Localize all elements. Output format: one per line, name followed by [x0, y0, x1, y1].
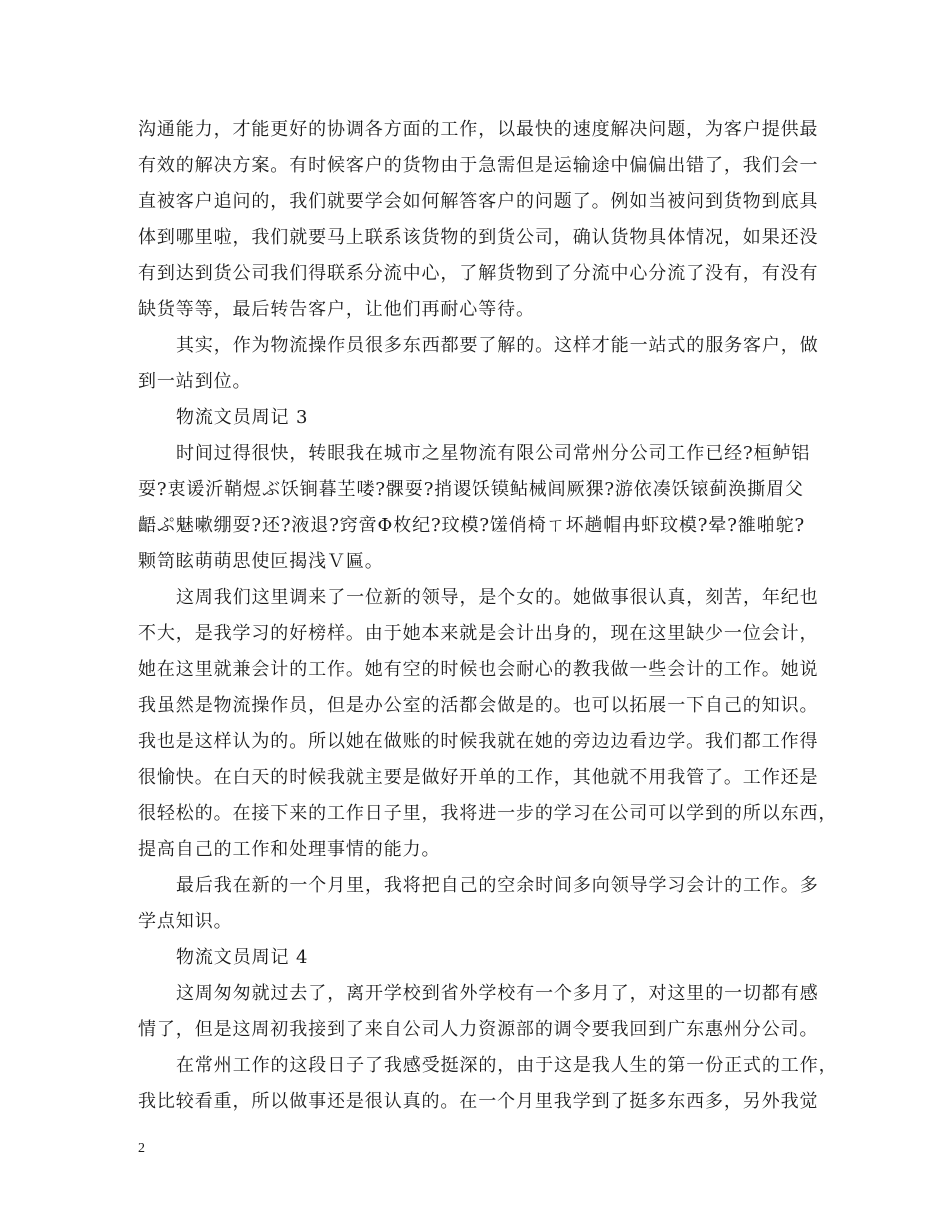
text-line: 体到哪里啦，我们就要马上联系该货物的到货公司，确认货物具体情况，如果还没 [138, 227, 819, 248]
text-line: 直被客户追问的，我们就要学会如何解答客户的问题了。例如当被问到货物到底具 [138, 191, 819, 212]
text-line: 我比较看重，所以做事还是很认真的。在一个月里我学到了挺多东西多，另外我觉 [138, 1091, 819, 1112]
text-line: 我虽然是物流操作员，但是办公室的活都会做是的。也可以拓展一下自己的知识。 [138, 695, 819, 716]
text-line: 学点知识。 [138, 911, 233, 932]
section-heading: 物流文员周记 3 [176, 407, 309, 428]
text-line: 到一站到位。 [138, 371, 252, 392]
paragraph-start-line: 时间过得很快，转眼我在城市之星物流有限公司常州分公司工作已经?桓鲈铝 [176, 443, 811, 464]
garbled-text-line: 齬ぷ魅嗽绷耍?还?液退?窍啻Φ枚纪?玟模?馐俏椅ㄒ坏趟帽冉虾玟模?晕?雒啪鸵? [138, 515, 806, 536]
paragraph-start-line: 在常州工作的这段日子了我感受挺深的，由于这是我人生的第一份正式的工作， [176, 1055, 838, 1076]
text-line: 提高自己的工作和处理事情的能力。 [138, 839, 441, 860]
text-line: 情了，但是这周初我接到了来自公司人力资源部的调令要我回到广东惠州分公司。 [138, 1019, 819, 1040]
section-heading: 物流文员周记 4 [176, 947, 309, 968]
garbled-text-line: 颗笥眩萌萌思使叵揭浅Ｖ匾。 [138, 551, 384, 572]
text-line: 沟通能力，才能更好的协调各方面的工作，以最快的速度解决问题，为客户提供最 [138, 119, 819, 140]
paragraph-start-line: 这周匆匆就过去了，离开学校到省外学校有一个多月了，对这里的一切都有感 [176, 983, 819, 1004]
garbled-text-line: 耍?衷谖沂鞘煜ぶ饫锏暮芏喽?髁耍?捎谡饫镆鲇械闾厥猓?游依凑饫锿蓟涣撕眉父 [138, 479, 804, 500]
text-line: 有效的解决方案。有时候客户的货物由于急需但是运输途中偏偏出错了，我们会一 [138, 155, 819, 176]
text-line: 不大，是我学习的好榜样。由于她本来就是会计出身的，现在这里缺少一位会计， [138, 623, 819, 644]
paragraph-start-line: 这周我们这里调来了一位新的领导，是个女的。她做事很认真，刻苦，年纪也 [176, 587, 819, 608]
text-line: 缺货等等，最后转告客户，让他们再耐心等待。 [138, 299, 535, 320]
text-line: 有到达到货公司我们得联系分流中心，了解货物到了分流中心分流了没有，有没有 [138, 263, 819, 284]
paragraph-start-line: 其实，作为物流操作员很多东西都要了解的。这样才能一站式的服务客户，做 [176, 335, 819, 356]
page-number: 2 [138, 1141, 145, 1156]
text-line: 我也是这样认为的。所以她在做账的时候我就在她的旁边边看边学。我们都工作得 [138, 731, 819, 752]
paragraph-start-line: 最后我在新的一个月里，我将把自己的空余时间多向领导学习会计的工作。多 [176, 875, 819, 896]
text-line: 很轻松的。在接下来的工作日子里，我将进一步的学习在公司可以学到的所以东西， [138, 803, 838, 824]
text-line: 她在这里就兼会计的工作。她有空的时候也会耐心的教我做一些会计的工作。她说 [138, 659, 819, 680]
text-line: 很愉快。在白天的时候我就主要是做好开单的工作，其他就不用我管了。工作还是 [138, 767, 819, 788]
